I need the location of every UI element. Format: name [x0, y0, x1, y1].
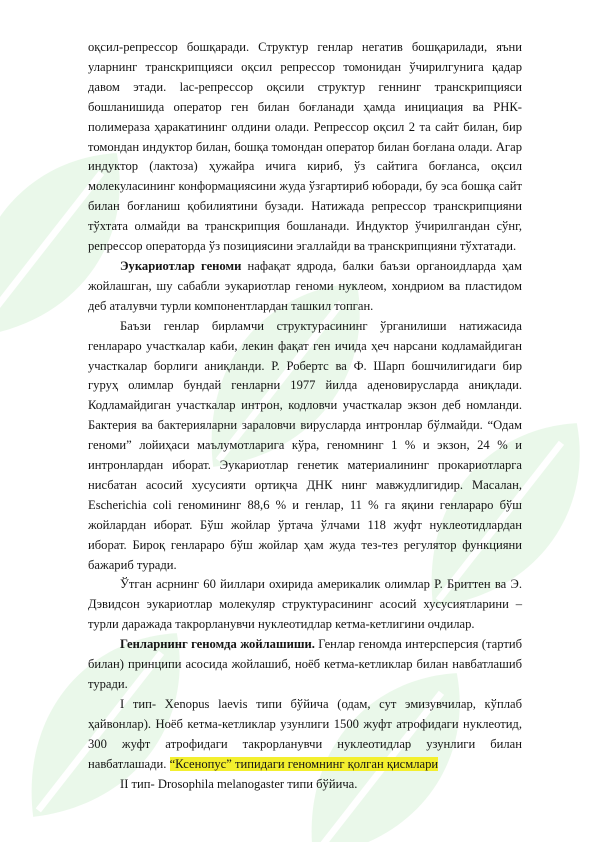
bold-term: Эукариотлар геноми	[120, 258, 242, 273]
paragraph	[88, 575, 522, 635]
paragraph-text: Баъзи генлар бирламчи структурасининг ўрганилиши натижасида генлараро участкалар каби, лекин фақат ген ичида ҳеч нарсани кодламайдиган участкалар борлиги аниқланди. Р. Робертс ва Ф. Шарп бошчилигидаги бир гуруҳ олимлар бундай генларни 1977 йилда аденовирусларда аниқлади. Кодламайдиган участкалар интрон, кодловчи участкалар экзон деб номланди. Бактерия ва бактерияларни зараловчи вирусларда интронлар бўлмайди. “Одам геноми” лойиҳаси маълумотларига кўра, геномнинг 1 % и экзон, 24 % и интронлардан иборат. Эукариотлар генетик материалининг прокариотларга нисбатан асосий хусусияти ортиқча ДНК нинг мавжудлигидир. Масалан, Escherichia coli геномининг 88,6 % и генлар, 11 % га яқини генлараро бўш жойлардан иборат. Бўш жойлар ўртача ўлчами 118 жуфт нуклеотидлардан иборат. Бироқ генлараро бўш жойлар ҳам жуда тез-тез регулятор функцияни бажариб туради.	[88, 318, 522, 572]
paragraph	[88, 38, 522, 257]
paragraph	[88, 257, 522, 317]
highlighted-text: “Ксенопус” типидаги геномнинг қолган қисмлари	[169, 756, 439, 771]
paragraph	[88, 317, 522, 576]
document-page	[88, 38, 522, 794]
section-heading: Генларнинг геномда жойлашиши.	[120, 637, 315, 652]
paragraph-text: оқсил-репрессор бошқаради. Структур генлар негатив бошқарилади, яъни уларнинг транскрипцияси оқсил репрессор томонидан ўчирилгунига қадар давом этади. lac-репрессор оқсили структур геннинг транскрипцияси бошланишида оператор ген билан боғланади ҳамда инициация ва РНК-полимераза ҳаракатининг олдини олади. Репрессор оқсил 2 та сайт билан, бир томондан индуктор билан, бошқа томондан оператор билан боғлана олади. Агар индуктор (лактоза) ҳужайра ичига кириб, ўз сайтига боғланса, оқсил молекуласининг конформациясини жуда ўзгартириб юборади, бу эса бошқа сайт билан боғланиш қобилиятини бузади. Натижада репрессор транскрипцияни тўхтата олмайди ва транскрипция бошланади. Индуктор ўчирилгандан сўнг, репрессор операторда ўз позициясини эгаллайди ва транскрипцияни тўхтатади.	[88, 40, 522, 254]
paragraph-text: нафақат ядрода, балки баъзи органоидларда ҳам жойлашган, шу сабабли эукариотлар геноми нуклеом, хондриом ва пластидом деб аталувчи турли компонентлардан ташкил топган.	[88, 258, 522, 313]
paragraph	[88, 635, 522, 695]
paragraph-text: I тип- Xenopus laevis типи бўйича (одам, сут эмизувчилар, кўплаб ҳайвонлар). Ноёб кетма-кетликлар узунлиги 1500 жуфт атрофидаги нуклеотид, 300 жуфт атрофидаги такрорланувчи нуклеотидлар узунлиги билан навбатлашади.	[88, 696, 522, 771]
paragraph-text: II тип- Drosophila melanogaster типи бўйича.	[120, 776, 358, 791]
paragraph-text: Генлар геномда интерсперсия (тартиб билан) принципи асосида жойлашиб, ноёб кетма-кетликлар билан навбатлашиб туради.	[88, 637, 522, 691]
paragraph	[88, 775, 522, 795]
paragraph-text: Ўтган асрнинг 60 йиллари охирида америкалик олимлар Р. Бриттен ва Э. Дэвидсон эукариотлар молекуляр структурасининг асосий хусусиятларини –турли даражада такрорланувчи нуклеотидлар кетма-кетлигини очдилар.	[88, 577, 522, 632]
paragraph	[88, 695, 522, 775]
